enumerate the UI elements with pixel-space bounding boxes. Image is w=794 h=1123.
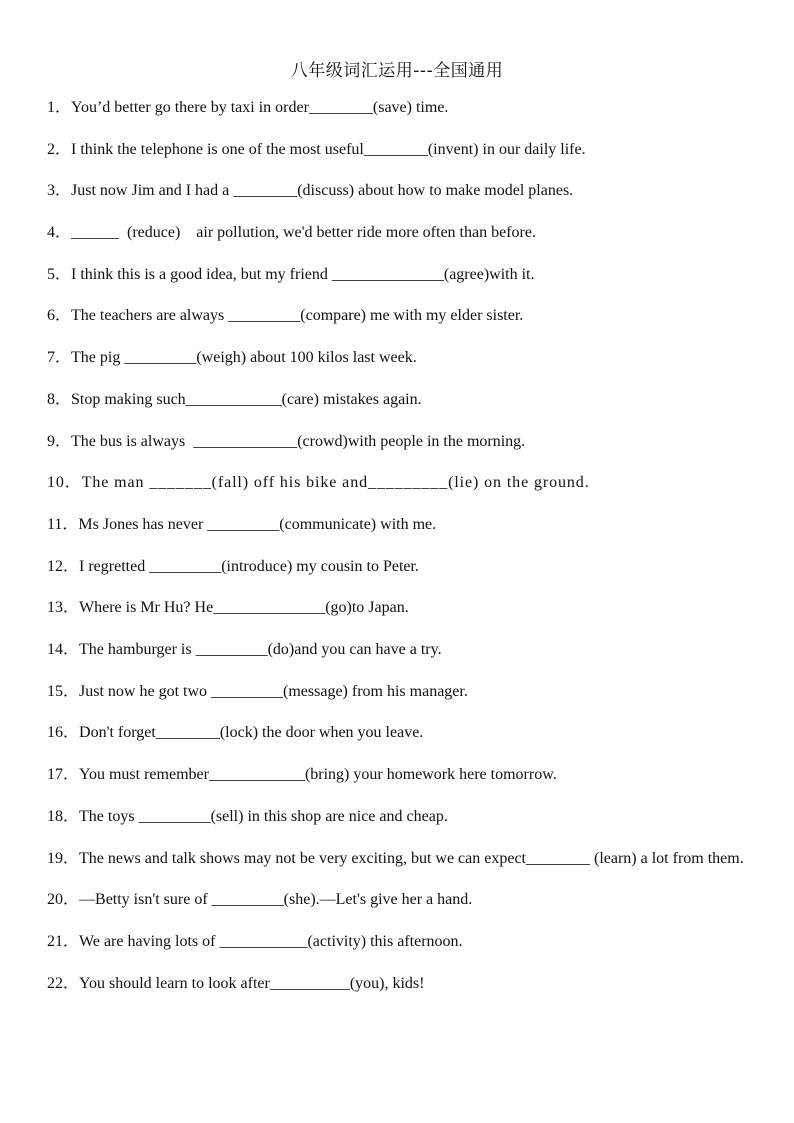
- question-text: The news and talk shows may not be very exciting, but we can expect________ (learn) a lot from them.: [79, 849, 744, 867]
- question-item-19: [47, 838, 747, 880]
- page-title: 八年级词汇运用---全国通用: [290, 61, 504, 81]
- question-text: Don't forget________(lock) the door when you leave.: [79, 724, 424, 742]
- question-number: 10．: [47, 474, 82, 492]
- question-number: 22．: [47, 974, 80, 992]
- question-number: 17．: [47, 766, 80, 783]
- question-text: The teachers are always _________(compare) me with my elder sister.: [71, 307, 524, 325]
- question-number: 12．: [47, 557, 80, 575]
- question-number: 3．: [47, 182, 72, 200]
- question-text: Just now he got two _________(message) from his manager.: [79, 682, 468, 700]
- question-number: 18．: [47, 807, 80, 825]
- question-list: [47, 98, 747, 1015]
- question-item-1: [47, 98, 747, 118]
- question-text: The hamburger is _________(do)and you can have a try.: [79, 640, 442, 658]
- question-text: Where is Mr Hu? He______________(go)to Japan.: [79, 599, 409, 617]
- question-number: 15．: [47, 682, 80, 700]
- question-item-2: [47, 140, 747, 160]
- question-number: 1．: [47, 99, 72, 116]
- question-text: ______ (reduce) air pollution, we'd better ride more often than before.: [71, 224, 536, 242]
- question-item-13: [47, 598, 747, 618]
- question-number: 14．: [47, 640, 80, 658]
- question-item-5: [47, 265, 747, 285]
- question-number: 8．: [47, 390, 72, 408]
- question-item-20: [47, 890, 747, 910]
- question-text: You’d better go there by taxi in order________(save) time.: [71, 99, 449, 116]
- question-item-14: [47, 640, 747, 660]
- question-number: 5．: [47, 265, 72, 283]
- question-text: I think this is a good idea, but my friend ______________(agree)with it.: [71, 265, 535, 283]
- question-number: 21．: [47, 932, 80, 950]
- question-item-10: [47, 473, 747, 493]
- question-number: 19．: [47, 849, 80, 867]
- question-item-3: [47, 181, 747, 201]
- question-item-4: [47, 223, 747, 243]
- question-number: 4．: [47, 224, 72, 242]
- question-item-6: [47, 306, 747, 326]
- question-text: The pig _________(weigh) about 100 kilos last week.: [71, 349, 417, 367]
- question-number: 7．: [47, 349, 72, 367]
- question-number: 20．: [47, 891, 80, 909]
- question-item-16: [47, 723, 747, 743]
- question-item-8: [47, 390, 747, 410]
- question-item-18: [47, 807, 747, 827]
- question-item-11: [47, 515, 747, 535]
- question-number: 13．: [47, 599, 80, 617]
- question-number: 11．: [47, 515, 79, 533]
- question-text: I think the telephone is one of the most useful________(invent) in our daily life.: [71, 140, 586, 158]
- question-number: 16．: [47, 724, 80, 742]
- question-text: The toys _________(sell) in this shop are nice and cheap.: [79, 807, 448, 825]
- question-text: The man _______(fall) off his bike and_________(lie) on the ground.: [81, 474, 590, 492]
- question-text: Just now Jim and I had a ________(discuss) about how to make model planes.: [71, 182, 574, 200]
- question-text: We are having lots of ___________(activity) this afternoon.: [79, 932, 463, 950]
- question-number: 2．: [47, 140, 72, 158]
- question-number: 9．: [47, 432, 72, 450]
- question-item-21: [47, 932, 747, 952]
- question-number: 6．: [47, 307, 72, 325]
- question-text: Stop making such____________(care) mistakes again.: [71, 390, 422, 408]
- question-item-17: [47, 765, 747, 785]
- question-text: You should learn to look after__________(you), kids!: [79, 974, 425, 992]
- question-text: Ms Jones has never _________(communicate) with me.: [78, 515, 437, 533]
- question-item-7: [47, 348, 747, 368]
- question-text: I regretted _________(introduce) my cousin to Peter.: [79, 557, 419, 575]
- question-item-12: [47, 557, 747, 577]
- question-text: The bus is always _____________(crowd)with people in the morning.: [71, 432, 526, 450]
- question-item-22: [47, 974, 747, 994]
- question-text: —Betty isn't sure of _________(she).—Let's give her a hand.: [79, 891, 473, 909]
- question-text: You must remember____________(bring) your homework here tomorrow.: [79, 766, 557, 783]
- question-item-9: [47, 432, 747, 452]
- question-item-15: [47, 682, 747, 702]
